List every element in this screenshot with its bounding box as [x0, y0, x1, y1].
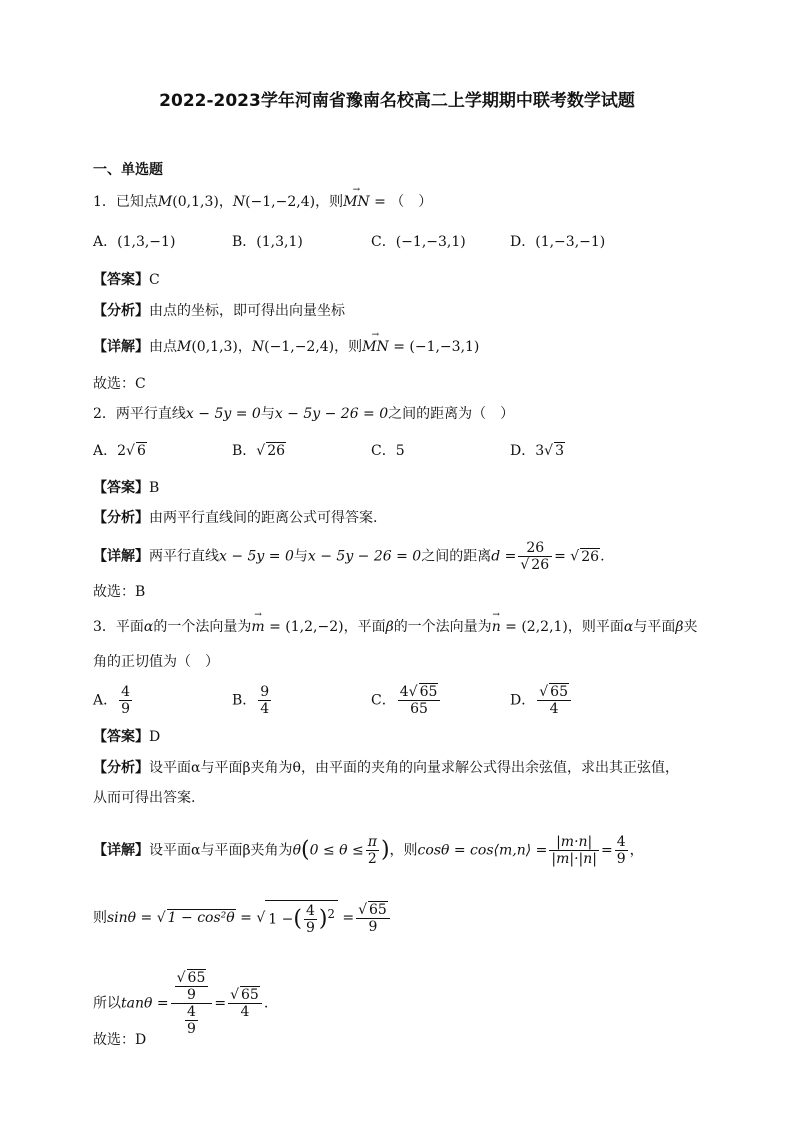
- q3-choose: 故选：D: [93, 1032, 147, 1048]
- q2-analysis: 【分析】由两平行直线间的距离公式可得答案.: [93, 510, 378, 526]
- q3-detail-sin: 则sinθ = √ 1 − cos²θ = √ 1 −( $\frac{4}{9}$ )$^2$ = $\frac{√ 65}{9}$: [93, 900, 392, 936]
- q1-number: 1．: [93, 194, 116, 210]
- q2-stem: 2．两平行直线x − 5y = 0与x − 5y − 26 = 0之间的距离为（ ）: [93, 406, 515, 422]
- q1-option-a: A．(1,3,−1): [93, 234, 176, 250]
- q1-answer: 【答案】C: [93, 272, 160, 288]
- section-heading: 一、单选题: [93, 162, 163, 178]
- vector-MN: → MN: [343, 192, 370, 212]
- q1-analysis: 【分析】由点的坐标，即可得出向量坐标: [93, 303, 345, 319]
- q3-answer: 【答案】D: [93, 729, 161, 745]
- q1-option-d: D．(1,−3,−1): [510, 234, 606, 250]
- q3-detail-cos: 【详解】设平面α与平面β夹角为θ(0 ≤ θ ≤ $\frac{\pi}{2}$ )，则cosθ = cos⟨m,n⟩ = $\frac{|m\cdot n|}{|m|\cdot|n|}$ = $\frac{4}{9}$ ，: [93, 834, 644, 867]
- q2-option-d: D．3√ 3: [510, 443, 564, 459]
- q1-stem: 1．已知点M(0,1,3)，N(−1,−2,4)，则→ MN = （ ）: [93, 192, 432, 212]
- q3-option-d: D． $\frac{√ 65}{4}$: [510, 684, 573, 717]
- q3-stem-line1: 3．平面α的一个法向量为→ m = (1,2,−2)，平面β的一个法向量为→ n = (2,2,1)，则平面α与平面β夹: [93, 617, 697, 637]
- q1-choose: 故选：C: [93, 376, 146, 392]
- q1-detail: 【详解】由点M(0,1,3)，N(−1,−2,4)，则→ MN = (−1,−3,1): [93, 337, 479, 357]
- q2-option-a: A．2√ 6: [93, 443, 146, 459]
- q2-option-c: C．5: [371, 443, 405, 459]
- q3-analysis-line1: 【分析】设平面α与平面β夹角为θ，由平面的夹角的向量求解公式得出余弦值，求出其正弦值，: [93, 760, 679, 776]
- q3-option-a: A． $\frac{4}{9}$: [93, 684, 131, 717]
- fraction: $\frac{26}{√ 26}$: [518, 540, 552, 573]
- page-title: 2022-2023学年河南省豫南名校高二上学期期中联考数学试题: [159, 91, 635, 111]
- q2-choose: 故选：B: [93, 584, 146, 600]
- q3-detail-tan: 所以tanθ = $\frac{\frac{√ 65}{9}}{\frac{4}{9}}$ = $\frac{√ 65}{4}$ .: [93, 970, 269, 1037]
- q2-option-b: B．√ 26: [232, 443, 286, 459]
- q3-number: 3．: [93, 619, 116, 635]
- q1-option-b: B．(1,3,1): [232, 234, 303, 250]
- q3-option-b: B． $\frac{9}{4}$: [232, 684, 270, 717]
- q1-option-c: C．(−1,−3,1): [371, 234, 466, 250]
- q3-analysis-line2: 从而可得出答案.: [93, 790, 196, 806]
- q3-stem-line2: 角的正切值为（ ）: [93, 654, 219, 670]
- q2-detail: 【详解】两平行直线x − 5y = 0与x − 5y − 26 = 0之间的距离d = $\frac{26}{√ 26}$ = √ 26.: [93, 540, 605, 573]
- q3-option-c: C． $\frac{4√ 65}{65}$: [371, 684, 442, 717]
- q2-answer: 【答案】B: [93, 480, 160, 496]
- q2-number: 2．: [93, 406, 116, 422]
